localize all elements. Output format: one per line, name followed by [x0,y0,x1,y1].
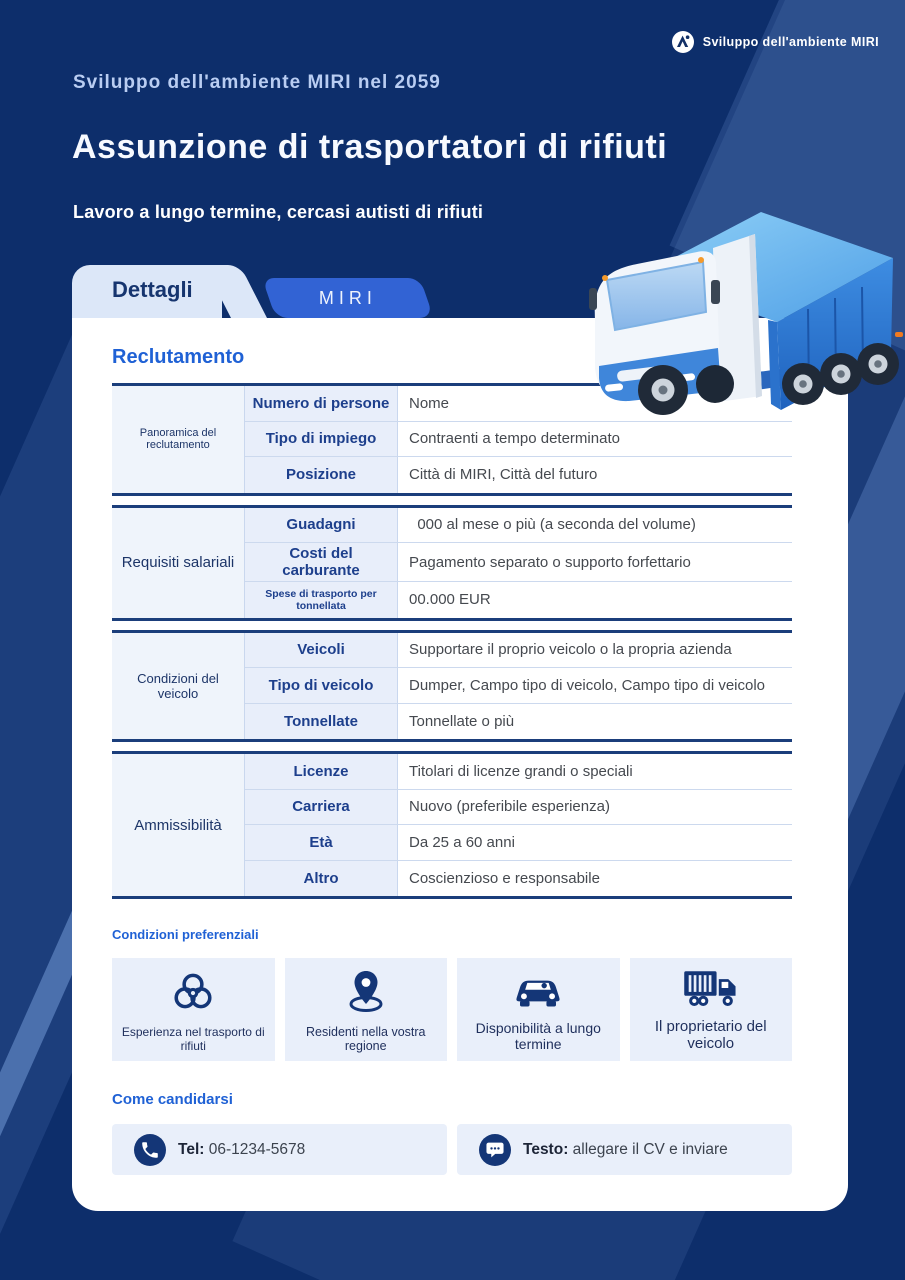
contact-phone[interactable] [112,1124,447,1175]
table-group-veicolo [112,630,792,743]
phone-icon [134,1134,166,1166]
row-label: Guadagni [245,508,398,543]
row-value: Pagamento separato o supporto forfettario [398,543,792,581]
apply-contacts [112,1124,792,1175]
table-group-ammissibilita [112,751,792,899]
row-value: Città di MIRI, Città del futuro [398,457,792,493]
row-value: Nome [398,386,792,421]
row-label: Veicoli [245,633,398,668]
row-value: Supportare il proprio veicolo o la propria azienda [398,633,792,668]
row-value: Coscienzioso e responsabile [398,861,792,897]
group-title: Panoramica del reclutamento [112,386,245,493]
preferred-card-label: Residenti nella vostra regione [305,1024,426,1053]
contact-value: 06-1234-5678 [208,1140,306,1158]
row-label: Tonnellate [245,704,398,740]
row-value: 000 al mese o più (a seconda del volume) [398,508,792,543]
row-value: Dumper, Campo tipo di veicolo, Campo tipo di veicolo [398,668,792,703]
details-card [72,318,848,1211]
row-label: Posizione [245,457,398,493]
table-row [245,704,792,740]
recruitment-heading: Reclutamento [112,346,245,368]
row-value: Da 25 a 60 anni [398,825,792,860]
tab-miri[interactable] [262,278,434,318]
contact-text-message[interactable] [457,1124,792,1175]
row-label: Età [245,825,398,860]
contact-label: Testo: [523,1140,569,1158]
table-group-salari [112,505,792,621]
table-row [245,790,792,826]
page-title: Assunzione di trasportatori di rifiuti [72,128,668,166]
contact-text [523,1141,728,1159]
eyebrow-text: Sviluppo dell'ambiente MIRI nel 2059 [73,72,441,93]
table-row [245,543,792,582]
page-subtitle: Lavoro a lungo termine, cercasi autisti di rifiuti [73,202,484,222]
row-label: Altro [245,861,398,897]
table-row [245,422,792,458]
car-icon [511,967,565,1011]
brand-label: Sviluppo dell'ambiente MIRI [702,35,879,49]
table-row [245,668,792,704]
chat-icon [479,1134,511,1166]
preferred-card-label: Disponibilità a lungo termine [475,1020,601,1052]
table-row [245,508,792,544]
brand-logo [671,30,879,54]
table-group-panoramica [112,383,792,496]
location-pin-icon [340,966,392,1016]
biohazard-icon [168,966,218,1016]
row-value: Contraenti a tempo determinato [398,422,792,457]
table-row [245,861,792,897]
group-title: Condizioni del veicolo [112,633,245,740]
table-row [245,825,792,861]
preferred-card-label: Esperienza nel trasporto di rifiuti [121,1025,265,1053]
row-label: Numero di persone [245,386,398,421]
apply-heading: Come candidarsi [112,1091,233,1108]
contact-value: allegare il CV e inviare [572,1140,728,1158]
row-label: Tipo di veicolo [245,668,398,703]
truck-icon [682,967,740,1009]
row-label: Tipo di impiego [245,422,398,457]
row-label: Carriera [245,790,398,825]
table-row [245,754,792,790]
preferred-card-waste-experience [112,958,275,1061]
group-title: Ammissibilità [112,754,245,896]
preferred-card-longterm [457,958,620,1061]
table-row [245,457,792,493]
row-value: 00.000 EUR [398,582,792,618]
table-row [245,582,792,618]
preferred-card-label: Il proprietario del veicolo [654,1018,767,1052]
mountain-logo-icon [671,30,695,54]
contact-text [178,1141,305,1159]
row-label: Licenze [245,754,398,789]
row-value: Tonnellate o più [398,704,792,740]
group-title: Requisiti salariali [112,508,245,618]
table-row [245,633,792,669]
preferred-card-vehicle-owner [630,958,793,1061]
contact-label: Tel: [178,1140,205,1158]
row-label: Costi del carburante [245,543,398,581]
tab-dettagli-label: Dettagli [112,277,193,302]
preferred-cards [112,958,792,1061]
table-row [245,386,792,422]
tab-miri-label: MIRI [318,287,377,308]
row-value: Titolari di licenze grandi o speciali [398,754,792,789]
row-value: Nuovo (preferibile esperienza) [398,790,792,825]
preferred-heading: Condizioni preferenziali [112,927,259,942]
tab-dettagli[interactable] [72,265,222,318]
preferred-card-residents [285,958,448,1061]
row-label: Spese di trasporto per tonnellata [245,582,398,618]
